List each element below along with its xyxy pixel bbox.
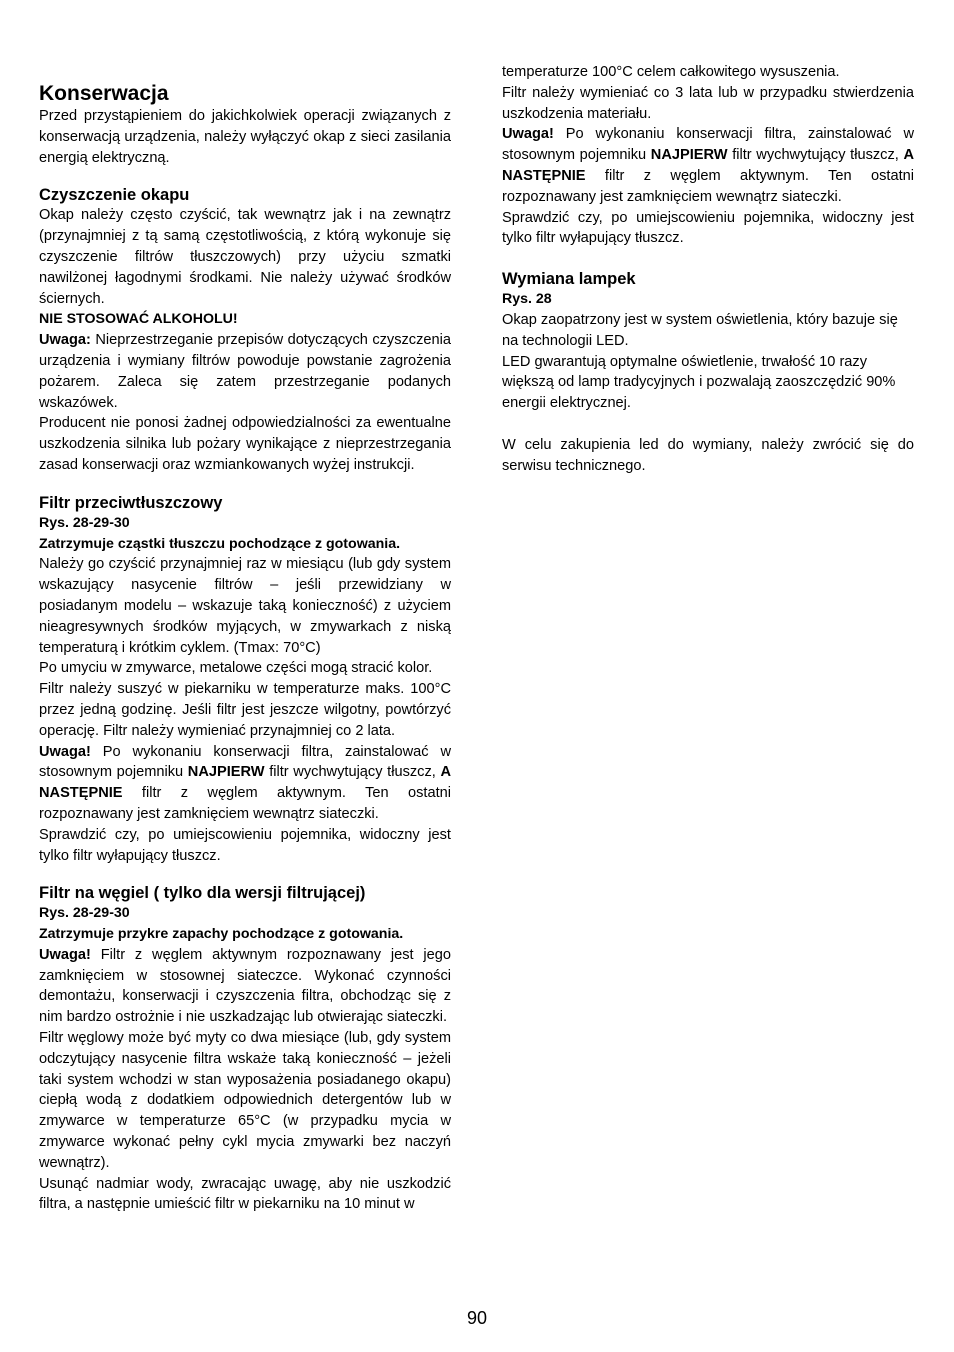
lampki-p2: LED gwarantują optymalne oświetlenie, trwałość 10 razy większą od lamp tradycyjnych i pozwalają zaoszczędzić 90% energii elektrycznej. bbox=[502, 353, 896, 412]
filtr-tluszcz-uwaga bbox=[39, 742, 451, 825]
czyszczenie-uwaga bbox=[39, 330, 451, 413]
section-title-konserwacja: Konserwacja bbox=[39, 82, 169, 105]
filtr-wegiel-rys: Rys. 28-29-30 bbox=[39, 905, 130, 922]
konserwacja-intro: Przed przystąpieniem do jakichkolwiek operacji związanych z konserwacją urządzenia, należy wyłączyć okap z sieci zasilania energią elektryczną. bbox=[39, 108, 451, 166]
filtr-wegiel-uwaga bbox=[39, 945, 451, 1028]
filtr-wegiel-uwaga2 bbox=[502, 124, 914, 207]
filtr-tluszcz-p4: Sprawdzić czy, po umiejscowieniu pojemnika, widoczny jest tylko filtr wyłapujący tłuszcz. bbox=[39, 826, 451, 864]
filtr-tluszcz-rys: Rys. 28-29-30 bbox=[39, 514, 130, 531]
right-column bbox=[502, 62, 914, 476]
uwaga-text-c: filtr z węglem aktywnym. Ten ostatni rozpoznawany jest zamknięciem wewnątrz siateczki. bbox=[502, 167, 914, 205]
lampki-p1: Okap zaopatrzony jest w system oświetlenia, który bazuje się na technologii LED. bbox=[502, 311, 898, 349]
uwaga-text-b: filtr wychwytujący tłuszcz, bbox=[264, 764, 441, 781]
section-title-filtr-wegiel: Filtr na węgiel ( tylko dla wersji filtrującej) bbox=[39, 884, 366, 903]
page-number: 90 bbox=[466, 1308, 488, 1328]
filtr-wegiel-p1: Filtr węglowy może być myty co dwa miesiące (lub, gdy system odczytujący nasycenie filtra wskaże taką konieczność – jeżeli taki system wchodzi w stan wyposażenia posiadanego okapu) ciepłą wodą z dodatkiem odpowiednich detergentów lub w zmywarce w temperaturze 65°C (w przypadku mycia w zmywarce wykonać pełny cykl mycia zmywarki bez naczyń wewnątrz). bbox=[39, 1030, 451, 1171]
najpierw-emphasis: NAJPIERW bbox=[650, 147, 728, 164]
uwaga-label: Uwaga! bbox=[39, 743, 91, 760]
filtr-tluszcz-p2: Po umyciu w zmywarce, metalowe części mogą stracić kolor. bbox=[39, 660, 433, 677]
uwaga-label: Uwaga! bbox=[39, 946, 91, 963]
section-czyszczenie bbox=[39, 185, 451, 475]
uwaga-label: Uwaga! bbox=[502, 126, 554, 143]
lampki-p3: W celu zakupienia led do wymiany, należy zwrócić się do serwisu technicznego. bbox=[502, 436, 914, 474]
section-lampki bbox=[502, 269, 914, 476]
left-column bbox=[39, 62, 451, 1215]
section-title-czyszczenie: Czyszczenie okapu bbox=[39, 186, 190, 205]
section-title-lampki: Wymiana lampek bbox=[502, 270, 636, 289]
uwaga-label: Uwaga: bbox=[39, 332, 91, 349]
no-alcohol-warning: NIE STOSOWAĆ ALKOHOLU! bbox=[39, 311, 238, 328]
spacer bbox=[502, 414, 914, 435]
nastepnie-emphasis: A NASTĘPNIE bbox=[502, 147, 914, 184]
filtr-tluszcz-p1: Należy go czyścić przynajmniej raz w miesiącu (lub gdy system wskazujący nasycenie filtrów – jeśli przewidziany w posiadanym modelu – wskazuje taką konieczność) z użyciem nieagresywnych środków myjących, w zmywarkach z niską temperaturą i krótkim cyklem. (Tmax: 70°C) bbox=[39, 556, 451, 656]
uwaga-text-a: Po wykonaniu konserwacji filtra, zainstalować w stosownym pojemniku bbox=[39, 743, 451, 781]
nastepnie-emphasis: A NASTĘPNIE bbox=[39, 764, 451, 802]
section-filtr-wegiel bbox=[39, 883, 451, 1215]
uwaga-text: Nieprzestrzeganie przepisów dotyczących czyszczenia urządzenia i wymiany filtrów powoduje powstanie zagrożenia pożarem. Zaleca się zatem przestrzeganie podanych wskazówek. bbox=[39, 332, 451, 411]
filtr-wegiel-p2: Usunąć nadmiar wody, zwracając uwagę, aby nie uszkodzić filtra, a następnie umieścić filtr w piekarniku na 10 minut w bbox=[39, 1175, 451, 1213]
czyszczenie-p2: Producent nie ponosi żadnej odpowiedzialności za ewentualne uszkodzenia silnika lub pożary wynikające z nieprzestrzegania zasad konserwacji oraz wzmiankowanych wyżej instrukcji. bbox=[39, 415, 451, 473]
filtr-wegiel-p4: Filtr należy wymieniać co 3 lata lub w przypadku stwierdzenia uszkodzenia materiału. bbox=[502, 84, 914, 122]
filtr-wegiel-p5: Sprawdzić czy, po umiejscowieniu pojemnika, widoczny jest tylko filtr wyłapujący tłuszcz. bbox=[502, 209, 914, 247]
filtr-tluszcz-subtitle: Zatrzymuje cząstki tłuszczu pochodzące z gotowania. bbox=[39, 535, 401, 552]
section-title-filtr-tluszcz: Filtr przeciwtłuszczowy bbox=[39, 493, 223, 512]
lampki-rys: Rys. 28 bbox=[502, 291, 552, 308]
uwaga-text-c: filtr z węglem aktywnym. Ten ostatni rozpoznawany jest zamknięciem wewnątrz siateczki. bbox=[39, 785, 451, 822]
filtr-wegiel-p3: temperaturze 100°C celem całkowitego wysuszenia. bbox=[502, 64, 840, 80]
uwaga-text: Filtr z węglem aktywnym rozpoznawany jest jego zamknięciem w stosownej siateczce. Wykonać czynności demontażu, konserwacji i czyszczenia filtra, obchodząc się z nim bardzo ostrożnie i nie uszkadzając lub otwierając siateczki. bbox=[39, 946, 451, 1026]
uwaga-text-b: filtr wychwytujący tłuszcz, bbox=[727, 147, 904, 164]
filtr-wegiel-subtitle: Zatrzymuje przykre zapachy pochodzące z gotowania. bbox=[39, 926, 404, 943]
najpierw-emphasis: NAJPIERW bbox=[187, 764, 265, 781]
section-filtr-tluszcz bbox=[39, 493, 451, 867]
uwaga-text-a: Po wykonaniu konserwacji filtra, zainstalować w stosownym pojemniku bbox=[502, 126, 914, 164]
filtr-tluszcz-p3: Filtr należy suszyć w piekarniku w temperaturze maks. 100°C przez jedną godzinę. Jeśli filtr jest jeszcze wilgotny, powtórzyć operację. Filtr należy wymieniać przynajmniej co 2 lata. bbox=[39, 681, 451, 739]
czyszczenie-p1: Okap należy często czyścić, tak wewnątrz jak i na zewnątrz (przynajmniej z tą samą częstotliwością, z którą wykonuje się czyszczenie filtrów tłuszczowych) przy użyciu szmatki nawilżonej łagodnymi środkami. Nie należy używać środków ściernych. bbox=[39, 207, 451, 307]
